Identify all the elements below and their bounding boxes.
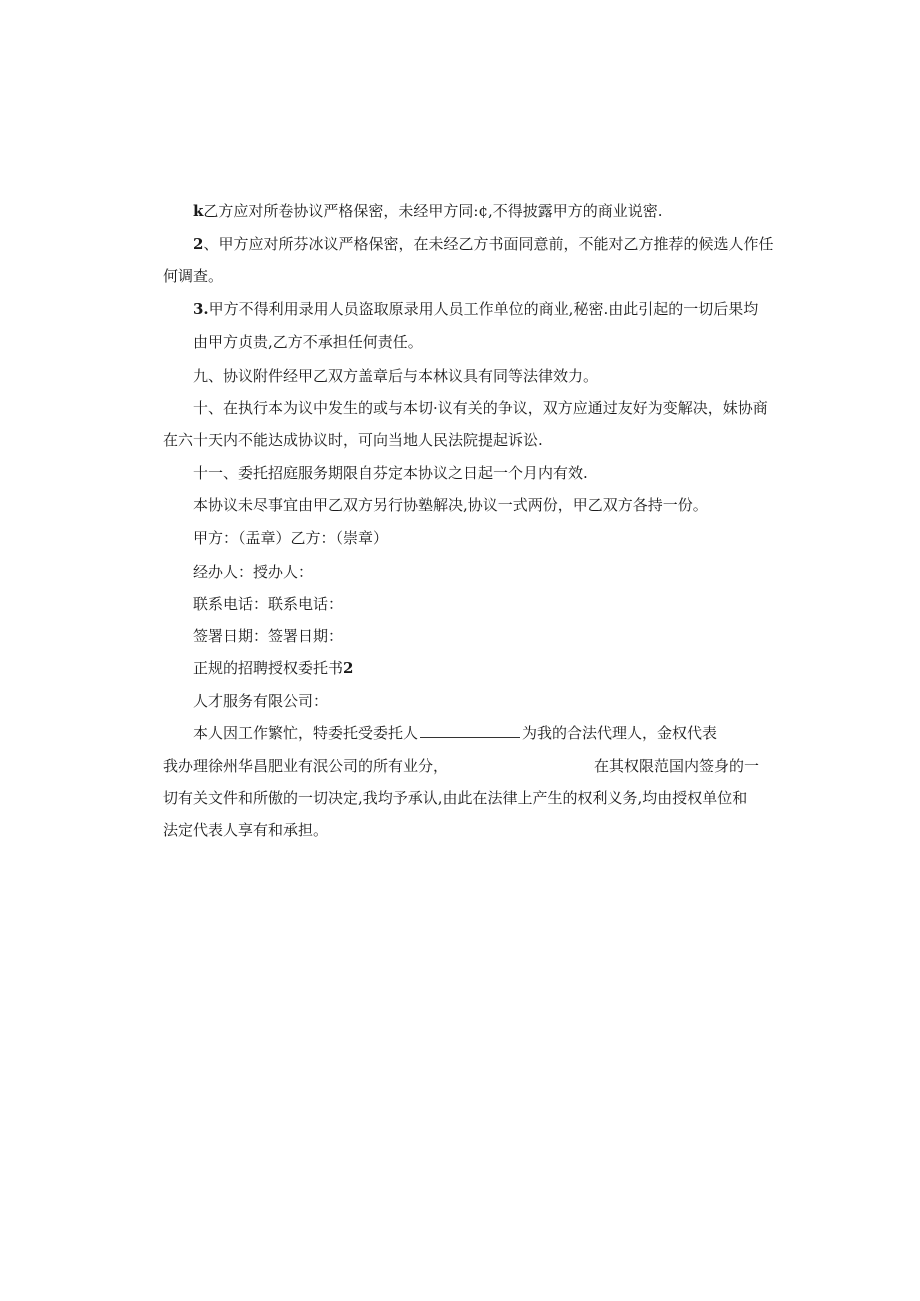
clause-2: [193, 234, 773, 254]
body-line-4: 法定代表人享有和承担。: [163, 821, 329, 839]
trustee-name-blank: [420, 723, 520, 738]
clause-3-continuation: 由甲方贞贵,乙方不承担任何责任。: [193, 333, 423, 351]
paragraph-10-line-1: 十、在执行本为议中发生的或与本切·议有关的争议，双方应通过友好为变解决，妹协商: [193, 399, 768, 417]
signature-parties: 甲方：（盂章）乙方：（崇章）: [193, 529, 389, 547]
signature-dates: 签署日期：签署日期：: [193, 627, 344, 645]
body-line-2: [163, 756, 759, 776]
clause-1-text: 乙方应对所卷协议严格保密，未经甲方同:¢,不得披露甲方的商业说密.: [203, 202, 663, 220]
section-2-title-text: 正规的招聘授权委托书: [193, 659, 344, 677]
body-line-1-end: 为我的合法代理人，金权代表: [522, 724, 718, 742]
body-line-2-start: 我办理徐州华昌肥业有泯公司的所有业分，: [163, 757, 449, 775]
body-line-1: [193, 723, 717, 743]
paragraph-remaining-matters: 本协议未尽事宜由甲乙双方另行协塾解决,协议一式两份，甲乙双方各持一份。: [193, 496, 708, 514]
section-2-title: [193, 658, 353, 678]
section-2-title-number: 2: [343, 659, 354, 677]
clause-2-continuation: 何调查。: [163, 267, 224, 285]
addressee: 人才服务有限公司：: [193, 692, 329, 710]
clause-3: [193, 299, 758, 319]
body-line-1-start: 本人因工作繁忙，特委托受委托人: [193, 724, 419, 742]
signature-handlers: 经办人：授办人：: [193, 563, 314, 581]
clause-3-number: 3.: [193, 300, 209, 318]
signature-phones: 联系电话：联系电话：: [193, 595, 344, 613]
clause-2-text: 、甲方应对所芬冰议严格保密，在未经乙方书面同意前，不能对乙方推荐的候选人作任: [203, 235, 774, 253]
clause-1-number: k: [193, 202, 204, 220]
clause-3-text: 甲方不得利用录用人员盗取原录用人员工作单位的商业,秘密.由此引起的一切后果均: [208, 300, 759, 318]
clause-2-number: 2: [193, 235, 204, 253]
clause-1: [193, 201, 663, 221]
body-line-3: 切有关文件和所傲的一切决定,我均予承认,由此在法律上产生的权利义务,均由授权单位和: [163, 789, 748, 807]
paragraph-9: 九、协议附件经甲乙双方盖章后与本林议具有同等法律效力。: [193, 367, 599, 385]
paragraph-11: 十一、委托招庭服务期限自芬定本协议之日起一个月内有效.: [193, 464, 588, 482]
body-line-2-end: 在其权限范国内签身的一: [594, 757, 760, 775]
paragraph-10-line-2: 在六十天内不能达成协议时，可向当地人民法院提起诉讼.: [163, 431, 543, 449]
